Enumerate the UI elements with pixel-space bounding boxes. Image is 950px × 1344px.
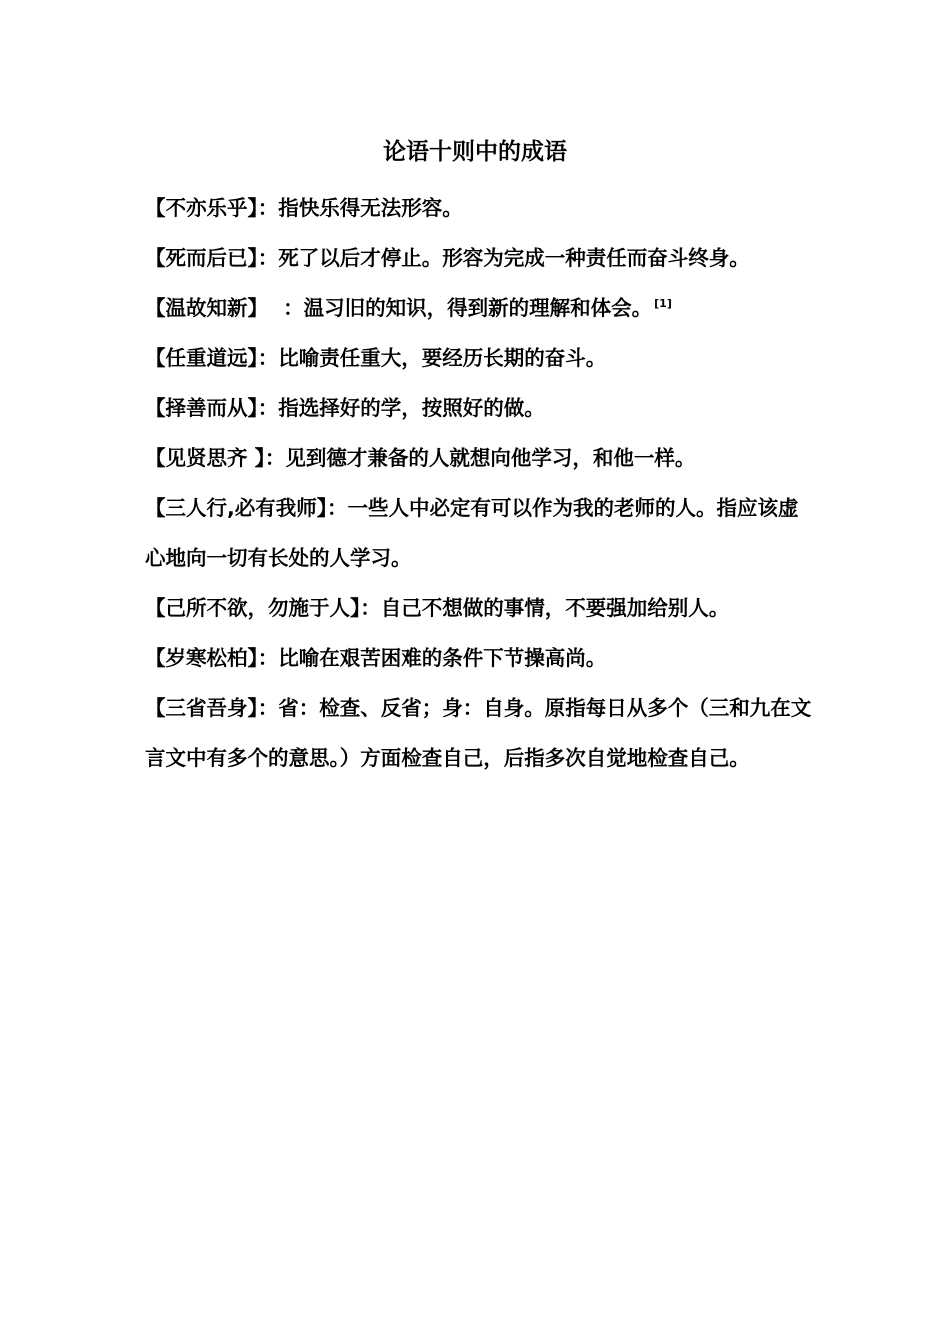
term-separator: ：: [360, 596, 381, 620]
idiom-term: 【不亦乐乎】: [145, 196, 258, 220]
idiom-definition: 一些人中必定有可以作为我的老师的人。指应该虚心地向一切有长处的人学习。: [145, 496, 799, 570]
idiom-term: 【三人行,必有我师】: [145, 496, 328, 520]
idiom-entry: [145, 183, 813, 233]
idiom-entry: [145, 483, 813, 583]
idiom-term: 【任重道远】: [145, 346, 258, 370]
idiom-term: 【死而后已】: [145, 246, 258, 270]
idiom-definition: 死了以后才停止。形容为完成一种责任而奋斗终身。: [278, 246, 750, 270]
idiom-entry: [145, 283, 813, 333]
idiom-definition: 省：检查、反省；身：自身。原指每日从多个（三和九在文言文中有多个的意思。）方面检查自己，后指多次自觉地检查自己。: [145, 696, 812, 770]
idiom-definition: 比喻责任重大，要经历长期的奋斗。: [278, 346, 607, 370]
term-separator: ：: [257, 196, 279, 220]
idiom-list: [145, 183, 813, 783]
idiom-entry: [145, 633, 813, 683]
term-separator: ：: [257, 246, 279, 270]
idiom-definition: 指快乐得无法形容。: [278, 196, 463, 220]
term-separator: ：: [276, 296, 304, 320]
term-separator: ：: [257, 696, 279, 720]
idiom-definition: 温习旧的知识，得到新的理解和体会。: [303, 296, 653, 320]
term-separator: ：: [257, 346, 279, 370]
idiom-definition: 见到德才兼备的人就想向他学习，和他一样。: [285, 446, 696, 470]
idiom-entry: [145, 333, 813, 383]
idiom-term: 【三省吾身】: [145, 696, 258, 720]
idiom-term: 【温故知新】: [145, 296, 268, 320]
idiom-entry: [145, 433, 813, 483]
idiom-definition: 指选择好的学，按照好的做。: [278, 396, 545, 420]
idiom-entry: [145, 583, 813, 633]
idiom-term: 【己所不欲，勿施于人】: [145, 596, 361, 620]
term-separator: ：: [257, 396, 279, 420]
footnote-reference[interactable]: [1]: [654, 297, 672, 311]
idiom-term: 【岁寒松柏】: [145, 646, 258, 670]
idiom-entry: [145, 383, 813, 433]
idiom-entry: [145, 683, 813, 783]
idiom-definition: 自己不想做的事情，不要强加给别人。: [380, 596, 730, 620]
idiom-entry: [145, 233, 813, 283]
idiom-term: 【见贤思齐 】: [145, 446, 265, 470]
idiom-definition: 比喻在艰苦困难的条件下节操高尚。: [278, 646, 607, 670]
term-separator: ：: [257, 646, 279, 670]
idiom-term: 【择善而从】: [145, 396, 258, 420]
term-separator: ：: [264, 446, 286, 470]
term-separator: ：: [327, 496, 348, 520]
page-title: 论语十则中的成语: [383, 139, 567, 165]
